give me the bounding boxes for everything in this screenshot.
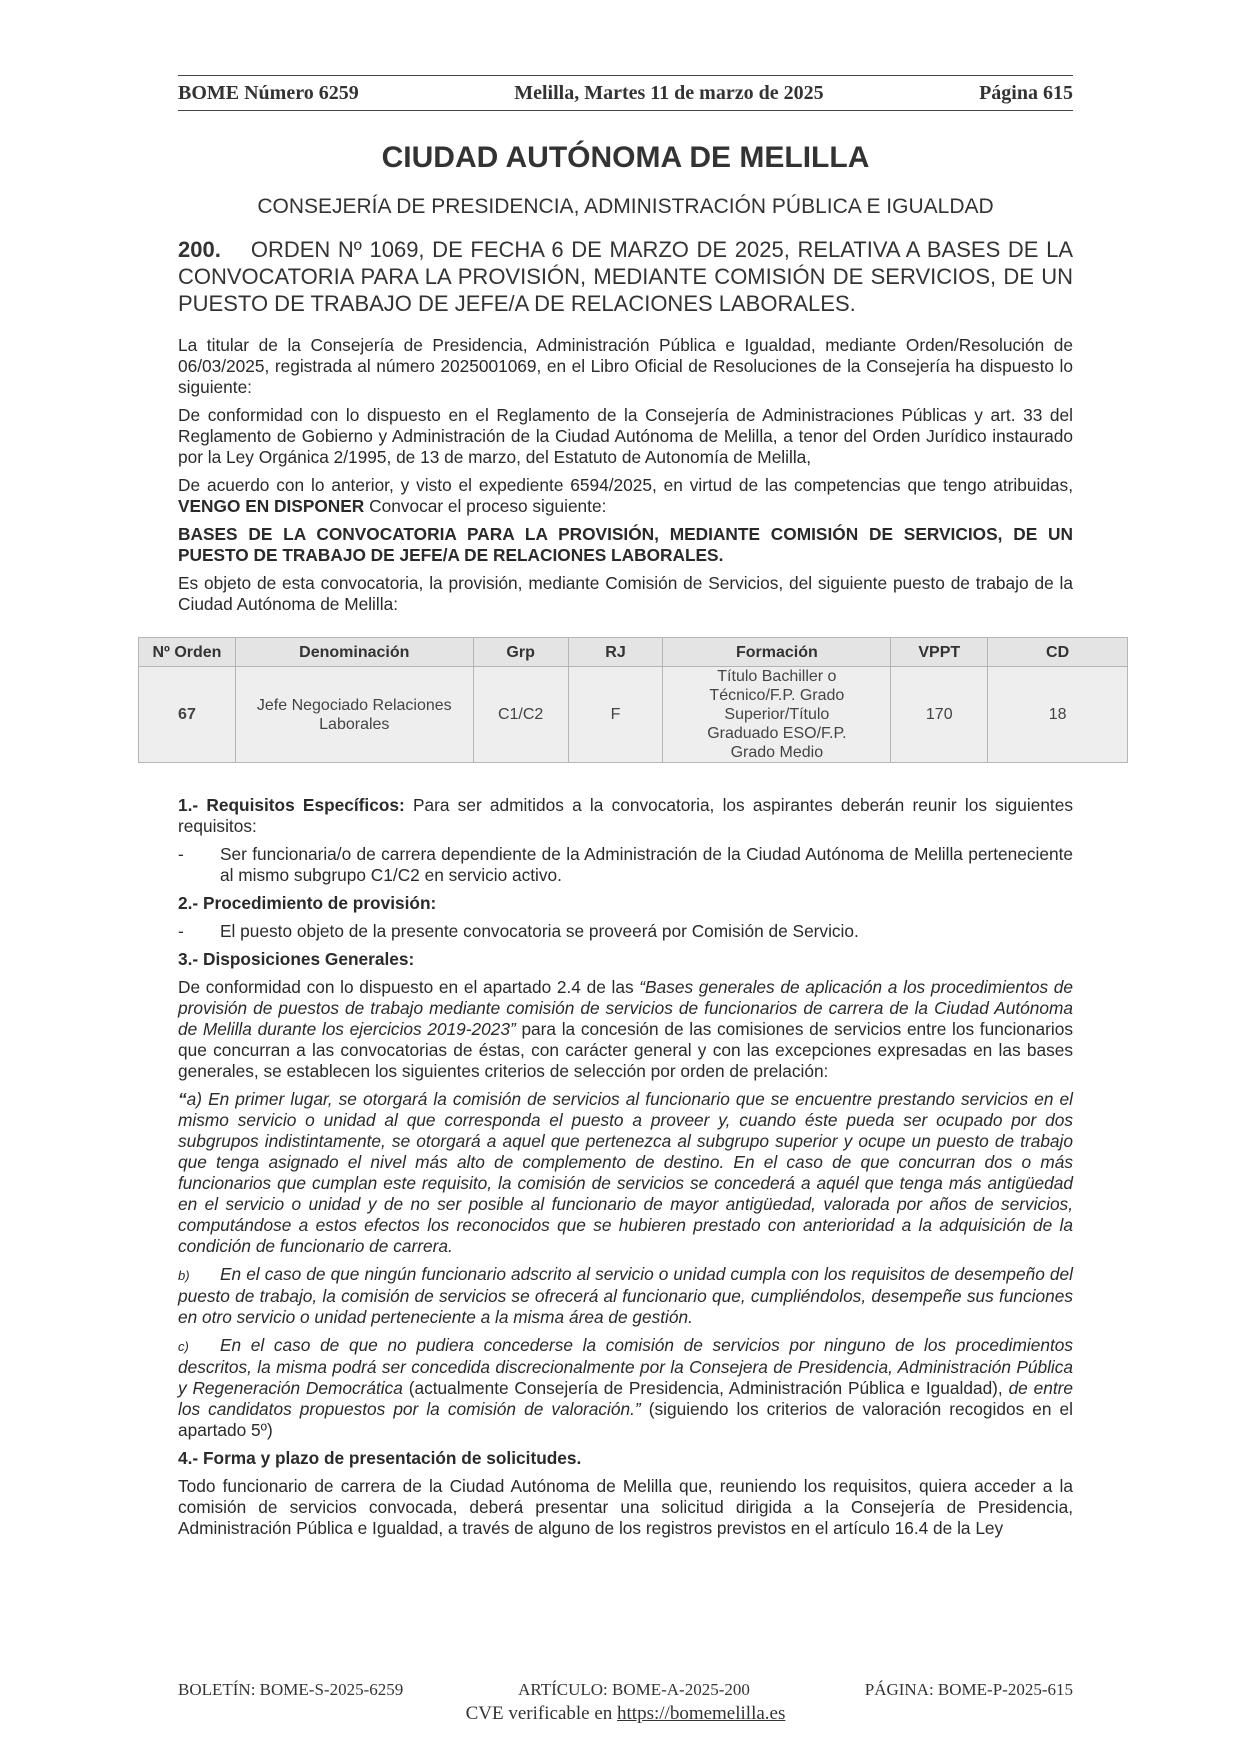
s3-text-b: para la concesión de las comisiones de servicios entre los funcionarios que concurran a las convocatorias de éstas, con carácter general y con las excepciones expresadas en las bases generales, se establecen los siguientes criterios de selección por orden de prelación: — [178, 1019, 1073, 1081]
column-header: CD — [988, 638, 1128, 667]
header-date: Melilla, Martes 11 de marzo de 2025 — [514, 81, 824, 104]
footer-articulo: ARTÍCULO: BOME-A-2025-200 — [518, 1680, 750, 1699]
column-header: Nº Orden — [139, 638, 236, 667]
quote-mark: “ — [178, 1089, 187, 1109]
column-header: RJ — [568, 638, 663, 667]
criterion-c-marker: c) — [178, 1339, 189, 1354]
s3-quoted-title: “Bases generales de aplicación a los procedimientos de provisión de puestos de trabajo mediante comisión de servicios de funcionarios de carrera de la Ciudad Autónoma de Melilla durante los ejercicios 2019-2023” — [178, 977, 1073, 1039]
formacion-text: Título Bachiller o Técnico/F.P. Grado Superior/Título Graduado ESO/F.P. Grado Medio — [707, 668, 847, 761]
intro-p3-text-a: De acuerdo con lo anterior, y visto el expediente 6594/2025, en virtud de las competencias que tengo atribuidas, — [178, 475, 1073, 495]
intro-paragraph-2: De conformidad con lo dispuesto en el Reglamento de la Consejería de Administraciones Públicas y art. 33 del Reglamento de Gobierno y Administración de la Ciudad Autónoma de Melilla, a tenor del Orden Jurídico instaurado por la Ley Orgánica 2/1995, de 13 de marzo, del Estatuto de Autonomía de Melilla, — [178, 405, 1073, 467]
department-subtitle: CONSEJERÍA DE PRESIDENCIA, ADMINISTRACIÓN PÚBLICA E IGUALDAD — [257, 195, 994, 218]
footer-pagina: PÁGINA: BOME-P-2025-615 — [864, 1680, 1073, 1699]
cve-text: CVE verificable en — [465, 1703, 613, 1724]
section-4-paragraph: Todo funcionario de carrera de la Ciudad Autónoma de Melilla que, reuniendo los requisitos, quiera acceder a la comisión de servicios convocada, deberá presentar una solicitud dirigida a la Consejería de Presidencia, Administración Pública e Igualdad, a través de alguno de los registros previstos en el artículo 16.4 de la Ley — [178, 1476, 1073, 1538]
criterion-c-italic-2: de entre los candidatos propuestos por la comisión de valoración.” — [178, 1378, 1073, 1419]
page-header — [178, 75, 1073, 111]
criterion-c-normal-2: (siguiendo los criterios de valoración recogidos en el apartado 5º) — [178, 1399, 1073, 1440]
cell-denominacion — [235, 667, 473, 763]
s3-text-a: De conformidad con lo dispuesto en el apartado 2.4 de las — [178, 977, 634, 997]
order-number: 200. — [178, 237, 221, 262]
page-footer — [178, 1680, 1073, 1700]
column-header: VPPT — [891, 638, 988, 667]
cell-rj: F — [568, 667, 663, 763]
intro-paragraph-1: La titular de la Consejería de Presidencia, Administración Pública e Igualdad, mediante Orden/Resolución de 06/03/2025, registrada al número 2025001069, en el Libro Oficial de Resoluciones de la Consejería ha dispuesto lo siguiente: — [178, 335, 1073, 397]
dash-marker: - — [178, 844, 184, 864]
section-3-paragraph — [178, 977, 1073, 1082]
list-item — [178, 844, 1073, 886]
intro-paragraph-4: Es objeto de esta convocatoria, la provisión, mediante Comisión de Servicios, del siguiente puesto de trabajo de la Ciudad Autónoma de Melilla: — [178, 573, 1073, 614]
header-page-number: Página 615 — [979, 81, 1073, 104]
section-4-heading: 4.- Forma y plazo de presentación de solicitudes. — [178, 1448, 582, 1468]
cell-cd: 18 — [988, 667, 1128, 763]
cell-grp: C1/C2 — [473, 667, 568, 763]
document-body — [152, 140, 1073, 1546]
table-row — [139, 667, 1128, 763]
cell-orden: 67 — [139, 667, 236, 763]
cell-vppt: 170 — [891, 667, 988, 763]
section-3-heading: 3.- Disposiciones Generales: — [178, 949, 415, 969]
criterion-c — [178, 1335, 1073, 1441]
table-header-row — [139, 638, 1128, 667]
footer-boletin: BOLETÍN: BOME-S-2025-6259 — [178, 1680, 404, 1699]
procedure-text: El puesto objeto de la presente convocatoria se proveerá por Comisión de Servicio. — [220, 921, 859, 941]
column-header: Grp — [473, 638, 568, 667]
intro-p3-text-b: Convocar el proceso siguiente: — [369, 496, 607, 516]
criterion-c-italic-1: En el caso de que no pudiera concederse la comisión de servicios por ninguno de los procedimientos descritos, la misma podrá ser concedida discrecionalmente por la Consejera de Presidencia, Administración Pública y Regeneración Democrática — [178, 1335, 1073, 1398]
section-2-heading: 2.- Procedimiento de provisión: — [178, 893, 437, 913]
cve-line — [178, 1703, 1073, 1725]
criterion-a-text: a) En primer lugar, se otorgará la comisión de servicios al funcionario que se encuentre prestando servicios en el mismo servicio o unidad al que corresponda el puesto a proveer y, cuando éste pueda ser ocupado por dos subgrupos indistintamente, se otorgará a aquel que pertenezca al subgrupo superior y ocupe un puesto de trabajo que tenga asignado el nivel más alto de complemento de destino. En el caso de que concurran dos o más funcionarios que cumplan este requisito, la comisión de servicios se concederá a aquél que tenga más antigüedad en el servicio o unidad y de no ser posible al funcionario de mayor antigüedad, valorada por años de servicios, computándose a estos efectos los reconocidos que se hubieren prestado con anterioridad a la adquisición de la condición de funcionario de carrera. — [178, 1089, 1073, 1256]
intro-p3-bold: VENGO EN DISPONER — [178, 496, 365, 516]
page-title: CIUDAD AUTÓNOMA DE MELILLA — [381, 141, 870, 174]
column-header: Formación — [663, 638, 891, 667]
list-item — [178, 921, 1073, 942]
order-heading — [178, 236, 1073, 317]
criterion-c-normal-1: (actualmente Consejería de Presidencia, Administración Pública e Igualdad), — [408, 1378, 1003, 1398]
section-1-paragraph — [178, 795, 1073, 837]
position-table-wrapper — [138, 637, 1128, 763]
criterion-b-text: En el caso de que ningún funcionario adscrito al servicio o unidad cumpla con los requisitos de desempeño del puesto de trabajo, la comisión de servicios se ofrecerá al funcionario que, cumpliéndolos, desempeñe sus funciones en otro servicio o unidad perteneciente a la misma área de gestión. — [178, 1264, 1073, 1327]
section-1-heading: 1.- Requisitos Específicos: — [178, 795, 405, 815]
cell-formacion — [663, 667, 891, 763]
bulletin-number: BOME Número 6259 — [178, 81, 359, 104]
criterion-b — [178, 1264, 1073, 1328]
order-title: ORDEN Nº 1069, DE FECHA 6 DE MARZO DE 2025, RELATIVA A BASES DE LA CONVOCATORIA PARA LA PROVISIÓN, MEDIANTE COMISIÓN DE SERVICIOS, DE UN PUESTO DE TRABAJO DE JEFE/A DE RELACIONES LABORALES. — [178, 237, 1073, 316]
intro-paragraph-3 — [178, 475, 1073, 517]
bases-title: BASES DE LA CONVOCATORIA PARA LA PROVISIÓN, MEDIANTE COMISIÓN DE SERVICIOS, DE UN PUESTO DE TRABAJO DE JEFE/A DE RELACIONES LABORALES. — [178, 524, 1073, 565]
position-table — [138, 637, 1128, 763]
criterion-b-marker: b) — [178, 1268, 190, 1283]
column-header: Denominación — [235, 638, 473, 667]
criterion-a — [178, 1089, 1073, 1257]
requirement-text: Ser funcionaria/o de carrera dependiente de la Administración de la Ciudad Autónoma de Melilla perteneciente al mismo subgrupo C1/C2 en servicio activo. — [220, 844, 1073, 885]
dash-marker: - — [178, 921, 184, 941]
denominacion-text: Jefe Negociado Relaciones Laborales — [256, 696, 452, 733]
section-1-text: Para ser admitidos a la convocatoria, los aspirantes deberán reunir los siguientes requisitos: — [178, 795, 1073, 836]
cve-link[interactable]: https://bomemelilla.es — [617, 1703, 786, 1724]
